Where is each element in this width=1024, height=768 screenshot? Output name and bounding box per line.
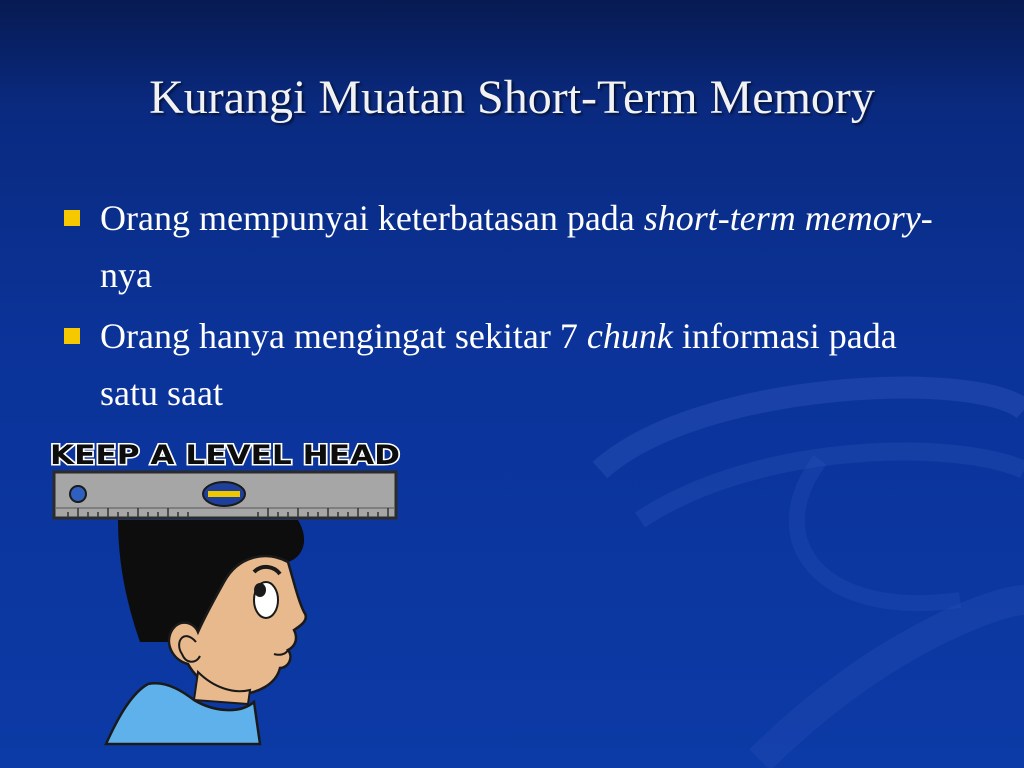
bullet-text: Orang mempunyai keterbatasan pada: [100, 198, 644, 238]
slide-title: Kurangi Muatan Short-Term Memory: [149, 71, 875, 124]
square-bullet-icon: [64, 328, 80, 344]
bullet-text: Orang hanya mengingat sekitar 7: [100, 316, 587, 356]
bullet-item: [62, 308, 962, 422]
bullet-text-suffix: informasi pada satu saat: [100, 316, 897, 413]
bullet-item: [62, 190, 962, 304]
level-head-clipart: [48, 432, 408, 750]
bullet-italic-text: chunk: [586, 316, 673, 356]
clipart-caption: KEEP A LEVEL HEAD: [50, 440, 400, 471]
bullet-text-suffix: -nya: [100, 198, 933, 295]
spirit-level: [54, 472, 396, 518]
square-bullet-icon: [64, 210, 80, 226]
bullet-list: [62, 190, 962, 426]
bullet-italic-text: short-term memory: [643, 198, 921, 238]
